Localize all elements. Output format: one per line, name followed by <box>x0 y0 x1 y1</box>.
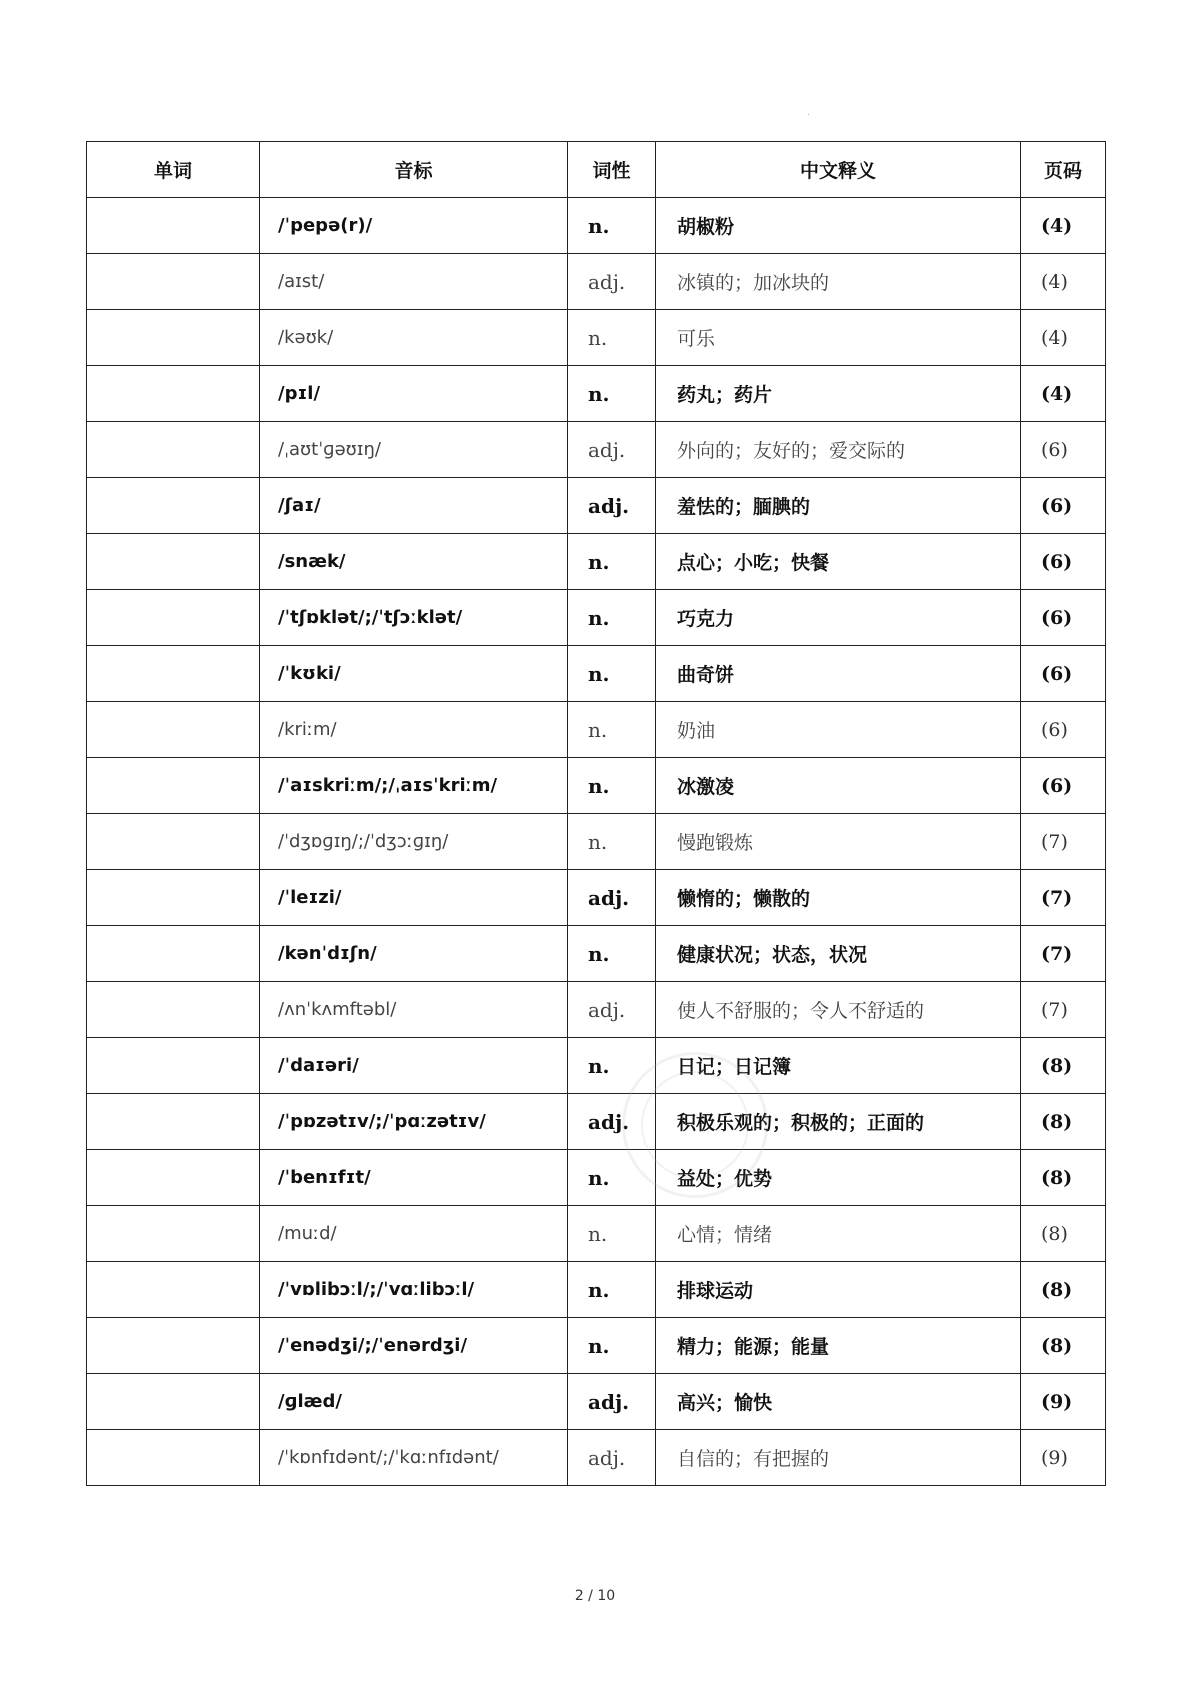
cell-phonetic: /ɡlæd/ <box>260 1374 568 1430</box>
cell-page: (8) <box>1021 1038 1106 1094</box>
cell-page: (6) <box>1021 422 1106 478</box>
table-row <box>87 758 1106 814</box>
cell-word <box>87 1206 260 1262</box>
cell-phonetic: /ˈbenɪfɪt/ <box>260 1150 568 1206</box>
cell-chinese-meaning: 懒惰的；懒散的 <box>656 870 1021 926</box>
cell-page: (6) <box>1021 646 1106 702</box>
cell-phonetic: /kəʊk/ <box>260 310 568 366</box>
cell-phonetic: /ˈpɒzətɪv/;/ˈpɑːzətɪv/ <box>260 1094 568 1150</box>
cell-part-of-speech: n. <box>568 926 656 982</box>
cell-phonetic: /pɪl/ <box>260 366 568 422</box>
cell-page: (6) <box>1021 534 1106 590</box>
cell-page: (7) <box>1021 814 1106 870</box>
cell-word <box>87 814 260 870</box>
cell-page: (7) <box>1021 926 1106 982</box>
cell-chinese-meaning: 自信的；有把握的 <box>656 1430 1021 1486</box>
cell-word <box>87 478 260 534</box>
cell-phonetic: /ˈdʒɒɡɪŋ/;/ˈdʒɔːɡɪŋ/ <box>260 814 568 870</box>
header-page: 页码 <box>1021 142 1106 198</box>
table-row <box>87 1262 1106 1318</box>
cell-word <box>87 646 260 702</box>
table-row <box>87 590 1106 646</box>
vocabulary-table <box>86 141 1106 1486</box>
cell-phonetic: /ˈpepə(r)/ <box>260 198 568 254</box>
table-row <box>87 870 1106 926</box>
cell-part-of-speech: n. <box>568 1262 656 1318</box>
cell-word <box>87 982 260 1038</box>
cell-chinese-meaning: 高兴；愉快 <box>656 1374 1021 1430</box>
cell-part-of-speech: n. <box>568 310 656 366</box>
table-body <box>87 198 1106 1486</box>
cell-part-of-speech: n. <box>568 1150 656 1206</box>
table-row <box>87 366 1106 422</box>
page-number: 2 / 10 <box>574 1588 616 1604</box>
cell-chinese-meaning: 羞怯的；腼腆的 <box>656 478 1021 534</box>
cell-word <box>87 1374 260 1430</box>
cell-phonetic: /ˌaʊtˈɡəʊɪŋ/ <box>260 422 568 478</box>
cell-part-of-speech: n. <box>568 646 656 702</box>
cell-page: (6) <box>1021 590 1106 646</box>
cell-chinese-meaning: 使人不舒服的；令人不舒适的 <box>656 982 1021 1038</box>
cell-page: (8) <box>1021 1150 1106 1206</box>
cell-page: (7) <box>1021 870 1106 926</box>
cell-phonetic: /ʃaɪ/ <box>260 478 568 534</box>
table-header-row <box>87 142 1106 198</box>
cell-part-of-speech: n. <box>568 534 656 590</box>
cell-word <box>87 1430 260 1486</box>
cell-chinese-meaning: 外向的；友好的；爱交际的 <box>656 422 1021 478</box>
table-row <box>87 534 1106 590</box>
cell-word <box>87 1262 260 1318</box>
cell-word <box>87 422 260 478</box>
cell-page: (4) <box>1021 198 1106 254</box>
cell-word <box>87 1038 260 1094</box>
cell-part-of-speech: adj. <box>568 1094 656 1150</box>
cell-page: (4) <box>1021 366 1106 422</box>
cell-chinese-meaning: 曲奇饼 <box>656 646 1021 702</box>
table-row <box>87 646 1106 702</box>
cell-chinese-meaning: 积极乐观的；积极的；正面的 <box>656 1094 1021 1150</box>
table-row <box>87 814 1106 870</box>
cell-page: (4) <box>1021 254 1106 310</box>
cell-chinese-meaning: 日记；日记簿 <box>656 1038 1021 1094</box>
cell-part-of-speech: n. <box>568 198 656 254</box>
cell-phonetic: /ˈvɒlibɔːl/;/ˈvɑːlibɔːl/ <box>260 1262 568 1318</box>
cell-page: (6) <box>1021 478 1106 534</box>
cell-part-of-speech: n. <box>568 590 656 646</box>
cell-part-of-speech: adj. <box>568 982 656 1038</box>
cell-phonetic: /ˈaɪskriːm/;/ˌaɪsˈkriːm/ <box>260 758 568 814</box>
cell-part-of-speech: n. <box>568 758 656 814</box>
table-row <box>87 254 1106 310</box>
table-row <box>87 478 1106 534</box>
cell-phonetic: /ˈleɪzi/ <box>260 870 568 926</box>
cell-part-of-speech: adj. <box>568 1430 656 1486</box>
cell-part-of-speech: adj. <box>568 254 656 310</box>
cell-phonetic: /ˈkʊki/ <box>260 646 568 702</box>
cell-page: (6) <box>1021 758 1106 814</box>
cell-phonetic: /ˈdaɪəri/ <box>260 1038 568 1094</box>
cell-part-of-speech: adj. <box>568 478 656 534</box>
cell-phonetic: /ˈkɒnfɪdənt/;/ˈkɑːnfɪdənt/ <box>260 1430 568 1486</box>
cell-word <box>87 1318 260 1374</box>
cell-phonetic: /kriːm/ <box>260 702 568 758</box>
cell-word <box>87 590 260 646</box>
cell-part-of-speech: n. <box>568 366 656 422</box>
table-row <box>87 1374 1106 1430</box>
cell-page: (4) <box>1021 310 1106 366</box>
table-row <box>87 982 1106 1038</box>
cell-word <box>87 310 260 366</box>
cell-page: (7) <box>1021 982 1106 1038</box>
cell-chinese-meaning: 冰镇的；加冰块的 <box>656 254 1021 310</box>
cell-word <box>87 254 260 310</box>
header-part-of-speech: 词性 <box>568 142 656 198</box>
cell-chinese-meaning: 点心；小吃；快餐 <box>656 534 1021 590</box>
cell-part-of-speech: n. <box>568 1318 656 1374</box>
table-row <box>87 422 1106 478</box>
cell-chinese-meaning: 心情；情绪 <box>656 1206 1021 1262</box>
cell-page: (8) <box>1021 1206 1106 1262</box>
cell-phonetic: /ʌnˈkʌmftəbl/ <box>260 982 568 1038</box>
cell-page: (9) <box>1021 1430 1106 1486</box>
cell-phonetic: /kənˈdɪʃn/ <box>260 926 568 982</box>
cell-chinese-meaning: 慢跑锻炼 <box>656 814 1021 870</box>
cell-word <box>87 1150 260 1206</box>
cell-chinese-meaning: 奶油 <box>656 702 1021 758</box>
table-row <box>87 926 1106 982</box>
table-row <box>87 198 1106 254</box>
table-row <box>87 1206 1106 1262</box>
cell-phonetic: /ˈenədʒi/;/ˈenərdʒi/ <box>260 1318 568 1374</box>
cell-page: (8) <box>1021 1262 1106 1318</box>
cell-page: (8) <box>1021 1318 1106 1374</box>
cell-chinese-meaning: 排球运动 <box>656 1262 1021 1318</box>
table-row <box>87 1150 1106 1206</box>
page-top-mark: . <box>807 108 810 117</box>
cell-chinese-meaning: 可乐 <box>656 310 1021 366</box>
cell-page: (9) <box>1021 1374 1106 1430</box>
cell-chinese-meaning: 益处；优势 <box>656 1150 1021 1206</box>
cell-part-of-speech: adj. <box>568 1374 656 1430</box>
cell-part-of-speech: adj. <box>568 422 656 478</box>
cell-part-of-speech: adj. <box>568 870 656 926</box>
table-row <box>87 1094 1106 1150</box>
cell-word <box>87 198 260 254</box>
table-row <box>87 1318 1106 1374</box>
cell-phonetic: /snæk/ <box>260 534 568 590</box>
cell-word <box>87 758 260 814</box>
table-row <box>87 702 1106 758</box>
cell-word <box>87 870 260 926</box>
cell-chinese-meaning: 健康状况；状态，状况 <box>656 926 1021 982</box>
header-chinese-meaning: 中文释义 <box>656 142 1021 198</box>
cell-chinese-meaning: 胡椒粉 <box>656 198 1021 254</box>
cell-chinese-meaning: 巧克力 <box>656 590 1021 646</box>
cell-chinese-meaning: 药丸；药片 <box>656 366 1021 422</box>
cell-page: (8) <box>1021 1094 1106 1150</box>
cell-word <box>87 534 260 590</box>
cell-word <box>87 702 260 758</box>
cell-chinese-meaning: 冰激凌 <box>656 758 1021 814</box>
header-word: 单词 <box>87 142 260 198</box>
cell-word <box>87 926 260 982</box>
cell-part-of-speech: n. <box>568 1038 656 1094</box>
table-row <box>87 310 1106 366</box>
cell-part-of-speech: n. <box>568 814 656 870</box>
cell-part-of-speech: n. <box>568 702 656 758</box>
cell-page: (6) <box>1021 702 1106 758</box>
cell-phonetic: /ˈtʃɒklət/;/ˈtʃɔːklət/ <box>260 590 568 646</box>
cell-word <box>87 1094 260 1150</box>
table-row <box>87 1430 1106 1486</box>
cell-word <box>87 366 260 422</box>
cell-phonetic: /muːd/ <box>260 1206 568 1262</box>
table-row <box>87 1038 1106 1094</box>
cell-chinese-meaning: 精力；能源；能量 <box>656 1318 1021 1374</box>
cell-part-of-speech: n. <box>568 1206 656 1262</box>
header-phonetic: 音标 <box>260 142 568 198</box>
cell-phonetic: /aɪst/ <box>260 254 568 310</box>
